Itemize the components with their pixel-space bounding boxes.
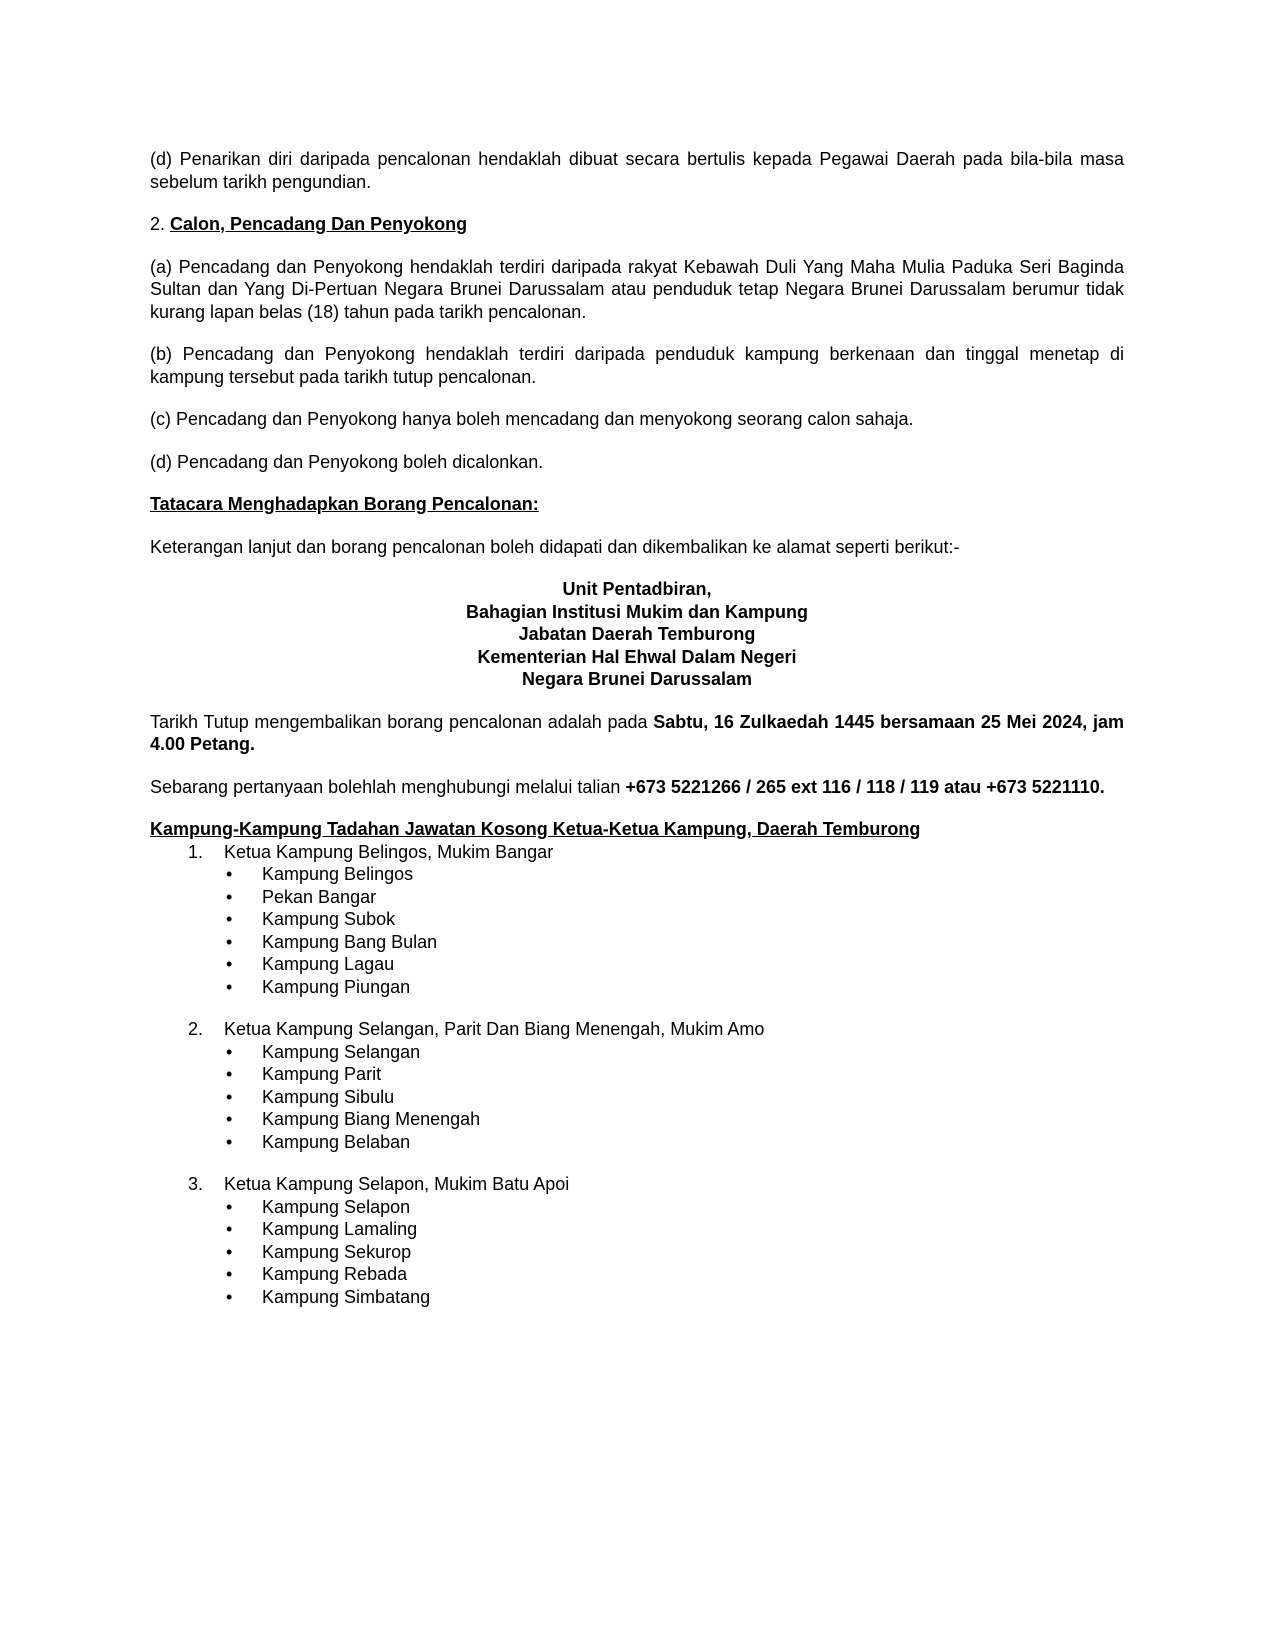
address-line: Unit Pentadbiran, [562,579,712,599]
village-list [224,863,1124,998]
group-number: 1. [188,841,204,862]
address-line: Kementerian Hal Ehwal Dalam Negeri [477,646,797,667]
group-title: Ketua Kampung Selapon, Mukim Batu Apoi [224,1174,570,1194]
list-item: • Kampung Biang Menengah [224,1108,1124,1131]
document-page [150,148,1124,1308]
list-item: • Kampung Sibulu [224,1086,1124,1109]
list-item: • Kampung Belaban [224,1131,1124,1154]
section-2-heading [150,213,1124,236]
withdrawal-paragraph: (d) Penarikan diri daripada pencalonan hendaklah dibuat secara bertulis kepada Pegawai Daerah pada bila-bila masa sebelum tarikh pengundian. [150,149,1124,192]
village-groups-list [150,841,1124,1309]
list-item: • Kampung Selapon [224,1196,1124,1219]
section-2-para-c: (c) Pencadang dan Penyokong hanya boleh mencadang dan menyokong seorang calon sahaja. [150,409,914,429]
address-line: Jabatan Daerah Temburong [518,624,756,644]
address-block [150,578,1124,691]
procedure-heading: Tatacara Menghadapkan Borang Pencalonan: [150,494,539,514]
group-number: 3. [188,1174,204,1194]
closing-date: Sabtu, 16 Zulkaedah 1445 bersamaan 25 Mei 2024, jam 4.00 Petang. [150,711,1125,754]
address-line: Negara Brunei Darussalam [521,669,753,689]
group-number: 2. [188,1019,204,1039]
procedure-intro: Keterangan lanjut dan borang pencalonan boleh didapati dan dikembalikan ke alamat seperti berikut:- [150,536,960,557]
list-item: • Kampung Belingos [224,863,1124,886]
list-item: • Kampung Selangan [224,1041,1124,1064]
list-item: • Kampung Piungan [224,976,1124,999]
address-line: Bahagian Institusi Mukim dan Kampung [465,601,809,622]
villages-heading: Kampung-Kampung Tadahan Jawatan Kosong Ketua-Ketua Kampung, Daerah Temburong [150,819,921,839]
list-item: • Pekan Bangar [224,886,1124,909]
section-2-number: 2. [150,214,166,234]
closing-date-paragraph: Tarikh Tutup mengembalikan borang pencalonan adalah pada Sabtu, 16 Zulkaedah 1445 bersamaan 25 Mei 2024, jam 4.00 Petang. [150,711,1125,754]
section-2-para-a: (a) Pencadang dan Penyokong hendaklah terdiri daripada rakyat Kebawah Duli Yang Maha Mulia Paduka Seri Baginda Sultan dan Yang Di-Pertuan Negara Brunei Darussalam atau penduduk tetap Negara Brunei Darussalam berumur tidak kurang lapan belas (18) tahun pada tarikh pencalonan. [150,256,1124,322]
list-item: • Kampung Simbatang [224,1286,1124,1309]
contact-paragraph: Sebarang pertanyaan bolehlah menghubungi melalui talian +673 5221266 / 265 ext 116 / 118 / 119 atau +673 5221110. [150,776,1105,797]
list-item: • Kampung Lamaling [224,1218,1124,1241]
village-group [150,841,1124,999]
contact-numbers: +673 5221266 / 265 ext 116 / 118 / 119 atau +673 5221110. [625,776,1105,797]
section-2-title: Calon, Pencadang Dan Penyokong [170,214,468,234]
group-title: Ketua Kampung Belingos, Mukim Bangar [224,841,554,862]
section-2-para-b: (b) Pencadang dan Penyokong hendaklah terdiri daripada penduduk kampung berkenaan dan tinggal menetap di kampung tersebut pada tarikh tutup pencalonan. [150,344,1124,387]
village-group [150,1018,1124,1153]
list-item: • Kampung Parit [224,1063,1124,1086]
group-title: Ketua Kampung Selangan, Parit Dan Biang Menengah, Mukim Amo [224,1019,765,1039]
list-item: • Kampung Bang Bulan [224,931,1124,954]
village-group [150,1173,1124,1308]
list-item: • Kampung Subok [224,908,1124,931]
section-2-para-d: (d) Pencadang dan Penyokong boleh dicalonkan. [150,451,544,472]
list-item: • Kampung Sekurop [224,1241,1124,1264]
list-item: • Kampung Rebada [224,1263,1124,1286]
village-list [224,1196,1124,1309]
list-item: • Kampung Lagau [224,953,1124,976]
village-list [224,1041,1124,1154]
